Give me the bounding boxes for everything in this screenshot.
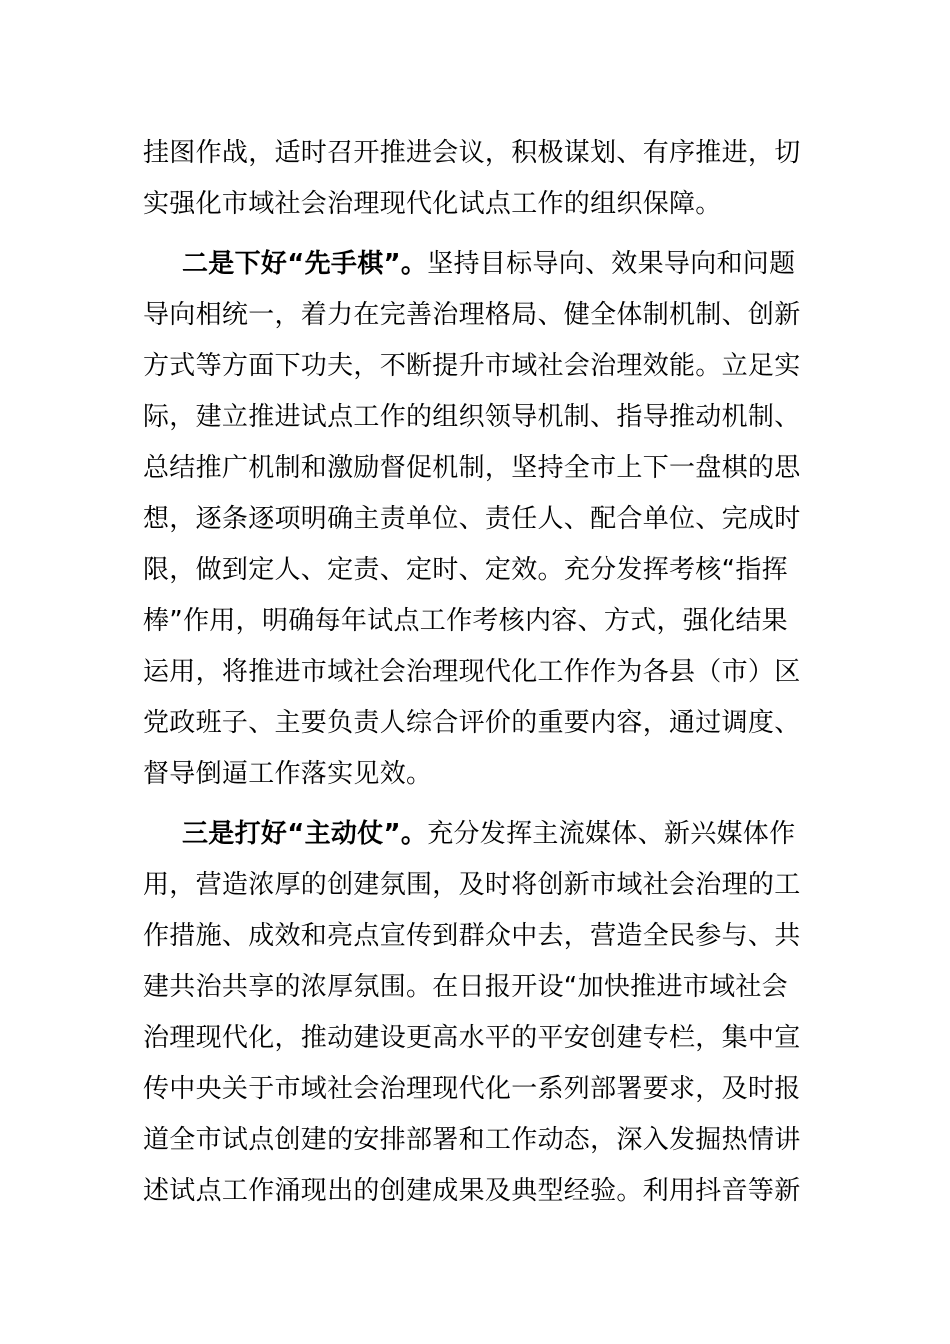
text-line: 建共治共享的浓厚氛围。在日报开设“加快推进市域社会 (143, 972, 788, 1002)
text-line: 督导倒逼工作落实见效。 (143, 759, 433, 789)
text-line: 际，建立推进试点工作的组织领导机制、指导推动机制、 (143, 402, 801, 432)
text-run: 充分发挥主流媒体、新兴媒体作 (427, 819, 796, 849)
text-run: 坚持目标导向、效果导向和问题 (427, 249, 796, 279)
text-line: 党政班子、主要负责人综合评价的重要内容，通过调度、 (143, 708, 801, 738)
text-line-first (143, 809, 807, 860)
text-line: 治理现代化，推动建设更高水平的平安创建专栏，集中宣 (143, 1023, 801, 1053)
text-line: 棒”作用，明确每年试点工作考核内容、方式，强化结果 (143, 606, 788, 636)
text-line: 运用，将推进市域社会治理现代化工作作为各县（市）区 (143, 657, 801, 687)
text-line: 总结推广机制和激励督促机制，坚持全市上下一盘棋的思 (143, 453, 801, 483)
text-line: 想，逐条逐项明确主责单位、责任人、配合单位、完成时 (143, 504, 801, 534)
text-line: 方式等方面下功夫，不断提升市域社会治理效能。立足实 (143, 351, 801, 381)
text-line: 限，做到定人、定责、定时、定效。充分发挥考核“指挥 (143, 555, 788, 585)
text-line: 实强化市域社会治理现代化试点工作的组织保障。 (143, 189, 722, 219)
text-line: 作措施、成效和亮点宣传到群众中去，营造全民参与、共 (143, 921, 801, 951)
text-line: 导向相统一，着力在完善治理格局、健全体制机制、创新 (143, 300, 801, 330)
paragraph-lead-heading: 三是打好“主动仗”。 (182, 819, 428, 849)
document-body (143, 128, 807, 1217)
text-line: 挂图作战，适时召开推进会议，积极谋划、有序推进，切 (143, 138, 801, 168)
text-line: 传中央关于市域社会治理现代化一系列部署要求，及时报 (143, 1074, 801, 1104)
text-line: 用，营造浓厚的创建氛围，及时将创新市域社会治理的工 (143, 870, 801, 900)
paragraph-2 (143, 239, 807, 800)
paragraph-gap (143, 230, 807, 239)
text-line-first (143, 239, 807, 290)
text-line: 道全市试点创建的安排部署和工作动态，深入发掘热情讲 (143, 1125, 801, 1155)
text-line: 述试点工作涌现出的创建成果及典型经验。利用抖音等新 (143, 1176, 801, 1206)
paragraph-lead-heading: 二是下好“先手棋”。 (182, 249, 428, 279)
paragraph-1 (143, 128, 807, 230)
paragraph-3 (143, 809, 807, 1217)
paragraph-gap (143, 800, 807, 809)
